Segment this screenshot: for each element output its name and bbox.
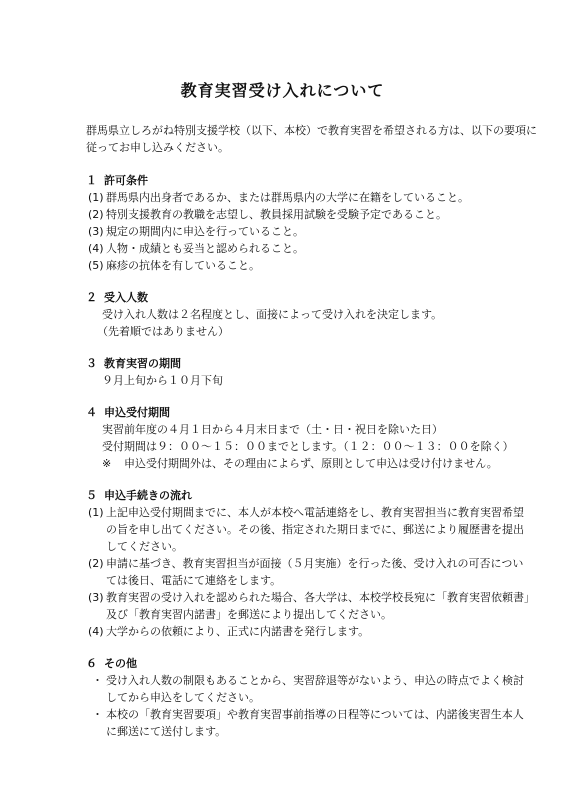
- list-item: [88, 591, 535, 605]
- note-line: [102, 457, 498, 471]
- list-marker: (1): [88, 191, 104, 204]
- list-marker: (5): [88, 259, 104, 272]
- body-text: 実習前年度の４月１日から４月末日まで（土・日・祝日を除いた日）: [102, 423, 443, 436]
- bullet-marker: ・: [92, 708, 103, 721]
- list-item: [88, 208, 447, 222]
- list-item: [88, 259, 260, 273]
- body-text: 受付期間は９：００～１５：００までとします。（１２：００～１３：００を除く）: [102, 440, 514, 453]
- list-item-continuation: ては後日、電話にて連絡をします。: [106, 574, 282, 587]
- list-item: [88, 625, 369, 639]
- intro-line: 群馬県立しろがね特別支援学校（以下、本校）で教育実習を希望される方は、以下の要項に: [86, 124, 537, 137]
- section-heading: [86, 657, 137, 671]
- section-number: ５: [86, 489, 97, 502]
- section-heading: [86, 291, 148, 305]
- section-title: 許可条件: [104, 174, 148, 187]
- bullet-marker: ・: [92, 674, 103, 687]
- list-marker: (3): [88, 225, 104, 238]
- section-title: 申込手続きの流れ: [104, 489, 192, 502]
- body-text: ９月上旬から１０月下旬: [102, 374, 223, 387]
- list-item-text: 群馬県内出身者であるか、または群馬県内の大学に在籍をしていること。: [106, 191, 469, 204]
- body-text: 受け入れ人数は２名程度とし、面接によって受け入れを決定します。: [102, 308, 443, 321]
- list-item: [88, 242, 304, 256]
- section-number: ２: [86, 291, 97, 304]
- section-heading: [86, 174, 148, 188]
- list-item-continuation: 及び「教育実習内諾書」を郵送により提出してください。: [106, 608, 392, 621]
- list-marker: (4): [88, 242, 104, 255]
- section-heading: [86, 406, 170, 420]
- intro-line: 従ってお申し込みください。: [86, 141, 229, 154]
- list-item-text: 受け入れ人数の制限もあることから、実習辞退等がないよう、申込の時点でよく検討: [106, 674, 524, 687]
- list-marker: (2): [88, 557, 104, 570]
- list-item-continuation: の旨を申し出てください。その後、指定された期日までに、郵送により履歴書を提出: [106, 523, 524, 536]
- section-title: 申込受付期間: [104, 406, 170, 419]
- body-text: （先着順ではありません）: [97, 325, 229, 338]
- note-text: 申込受付期間外は、その理由によらず、原則として申込は受け付けません。: [124, 457, 498, 470]
- list-item-text: 麻疹の抗体を有していること。: [106, 259, 260, 272]
- list-item: [92, 674, 524, 688]
- list-item-text: 大学からの依頼により、正式に内諾書を発行します。: [106, 625, 370, 638]
- list-item-text: 本校の「教育実習要項」や教育実習事前指導の日程等については、内諾後実習生本人: [106, 708, 524, 721]
- list-item: [88, 191, 469, 205]
- section-number: ４: [86, 406, 97, 419]
- list-item: [88, 225, 304, 239]
- note-mark: ※: [102, 457, 112, 470]
- list-item-text: 上記申込受付期間までに、本人が本校へ電話連絡をし、教育実習担当に教育実習希望: [106, 506, 524, 519]
- page-title: 教育実習受け入れについて: [180, 81, 385, 100]
- section-number: ６: [86, 657, 97, 670]
- section-number: ３: [86, 357, 97, 370]
- section-heading: [86, 357, 181, 371]
- list-item: [92, 708, 524, 722]
- list-item: [88, 506, 524, 520]
- section-title: 受入人数: [104, 291, 148, 304]
- section-heading: [86, 489, 192, 503]
- section-title: 教育実習の期間: [104, 357, 181, 370]
- list-marker: (4): [88, 625, 104, 638]
- list-item-text: 申請に基づき、教育実習担当が面接（５月実施）を行った後、受け入れの可否につい: [106, 557, 524, 570]
- list-item: [88, 557, 523, 571]
- list-marker: (1): [88, 506, 104, 519]
- list-marker: (3): [88, 591, 104, 604]
- list-marker: (2): [88, 208, 104, 221]
- list-item-continuation: してください。: [106, 540, 183, 553]
- section-number: １: [86, 174, 97, 187]
- section-title: その他: [104, 657, 137, 670]
- list-item-continuation: に郵送にて送付します。: [106, 725, 227, 738]
- list-item-continuation: してから申込をしてください。: [106, 691, 260, 704]
- list-item-text: 規定の期間内に申込を行っていること。: [106, 225, 304, 238]
- list-item-text: 人物・成績とも妥当と認められること。: [106, 242, 304, 255]
- list-item-text: 特別支援教育の教職を志望し、教員採用試験を受験予定であること。: [106, 208, 447, 221]
- list-item-text: 教育実習の受け入れを認められた場合、各大学は、本校学校長宛に「教育実習依頼書」: [106, 591, 535, 604]
